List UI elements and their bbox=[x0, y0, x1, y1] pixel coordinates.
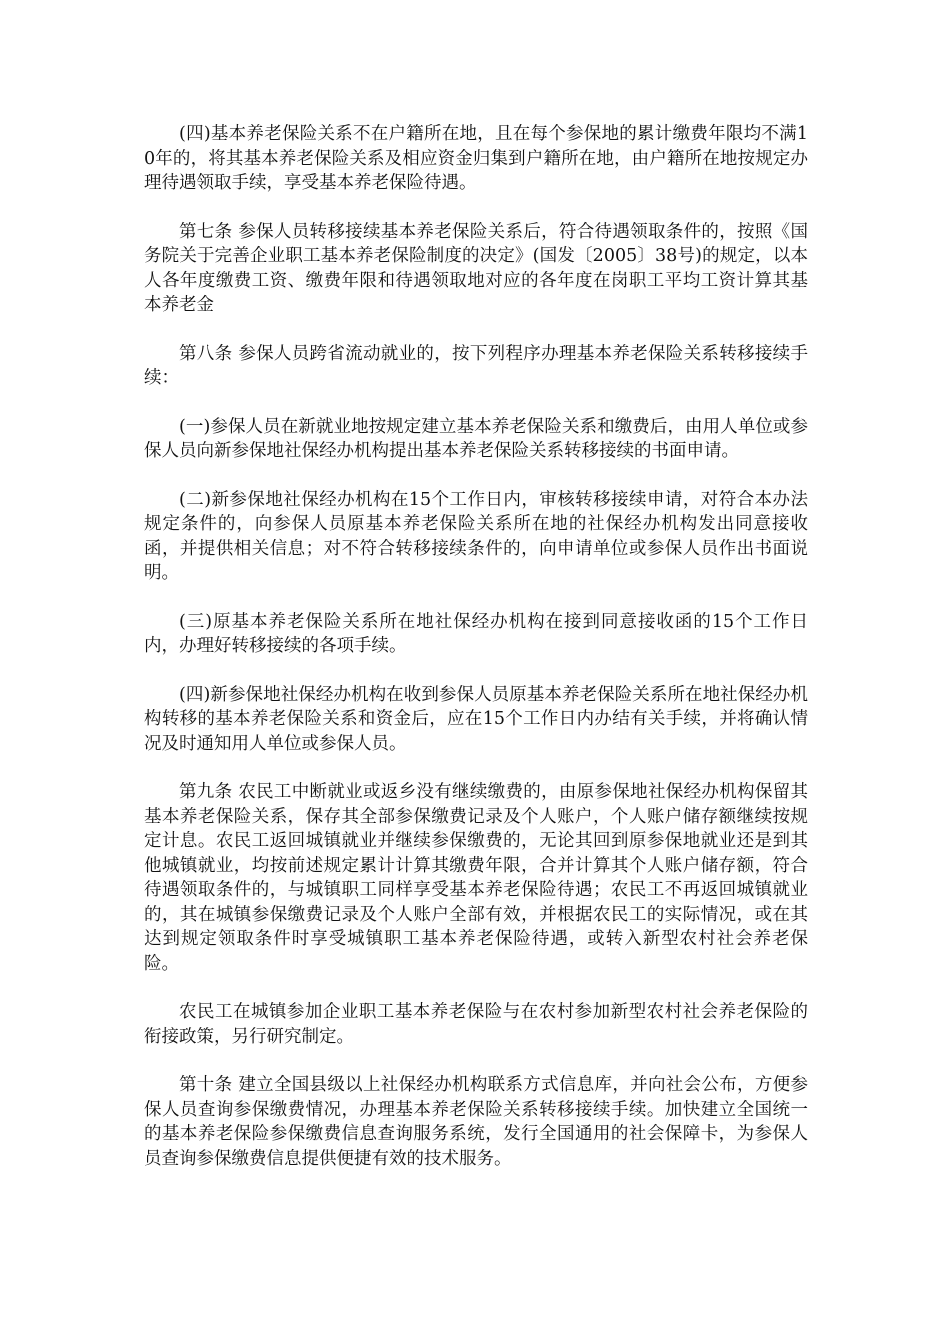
paragraph-article8-item1: (一)参保人员在新就业地按规定建立基本养老保险关系和缴费后，由用人单位或参保人员向新参保地社保经办机构提出基本养老保险关系转移接续的书面申请。 bbox=[144, 416, 808, 461]
paragraph-article6-item4: (四)基本养老保险关系不在户籍所在地，且在每个参保地的累计缴费年限均不满10年的，将其基本养老保险关系及相应资金归集到户籍所在地，由户籍所在地按规定办理待遇领取手续，享受基本养老保险待遇。 bbox=[144, 124, 808, 193]
document-body bbox=[144, 122, 808, 1195]
paragraph-article8-item3: (三)原基本养老保险关系所在地社保经办机构在接到同意接收函的15个工作日内，办理好转移接续的各项手续。 bbox=[144, 611, 808, 656]
paragraph-article8-item4: (四)新参保地社保经办机构在收到参保人员原基本养老保险关系所在地社保经办机构转移的基本养老保险关系和资金后，应在15个工作日内办结有关手续，并将确认情况及时通知用人单位或参保人员。 bbox=[144, 684, 808, 754]
paragraph-article7: 第七条 参保人员转移接续基本养老保险关系后，符合待遇领取条件的，按照《国务院关于完善企业职工基本养老保险制度的决定》(国发〔2005〕38号)的规定，以本人各年度缴费工资、缴费年限和待遇领取地对应的各年度在岗职工平均工资计算其基本养老金 bbox=[144, 221, 808, 315]
paragraph-article9-note: 农民工在城镇参加企业职工基本养老保险与在农村参加新型农村社会养老保险的衔接政策，另行研究制定。 bbox=[144, 1002, 808, 1047]
paragraph-article8: 第八条 参保人员跨省流动就业的，按下列程序办理基本养老保险关系转移接续手续： bbox=[144, 343, 808, 388]
paragraph-article8-item2: (二)新参保地社保经办机构在15个工作日内，审核转移接续申请，对符合本办法规定条件的，向参保人员原基本养老保险关系所在地的社保经办机构发出同意接收函，并提供相关信息；对不符合转移接续条件的，向申请单位或参保人员作出书面说明。 bbox=[144, 489, 808, 583]
paragraph-article9: 第九条 农民工中断就业或返乡没有继续缴费的，由原参保地社保经办机构保留其基本养老保险关系，保存其全部参保缴费记录及个人账户，个人账户储存额继续按规定计息。农民工返回城镇就业并继续参保缴费的，无论其回到原参保地就业还是到其他城镇就业，均按前述规定累计计算其缴费年限，合并计算其个人账户储存额，符合待遇领取条件的，与城镇职工同样享受基本养老保险待遇；农民工不再返回城镇就业的，其在城镇参保缴费记录及个人账户全部有效，并根据农民工的实际情况，或在其达到规定领取条件时享受城镇职工基本养老保险待遇，或转入新型农村社会养老保险。 bbox=[144, 782, 808, 974]
paragraph-article10: 第十条 建立全国县级以上社保经办机构联系方式信息库，并向社会公布，方便参保人员查询参保缴费情况，办理基本养老保险关系转移接续手续。加快建立全国统一的基本养老保险参保缴费信息查询服务系统，发行全国通用的社会保障卡，为参保人员查询参保缴费信息提供便捷有效的技术服务。 bbox=[144, 1075, 808, 1169]
